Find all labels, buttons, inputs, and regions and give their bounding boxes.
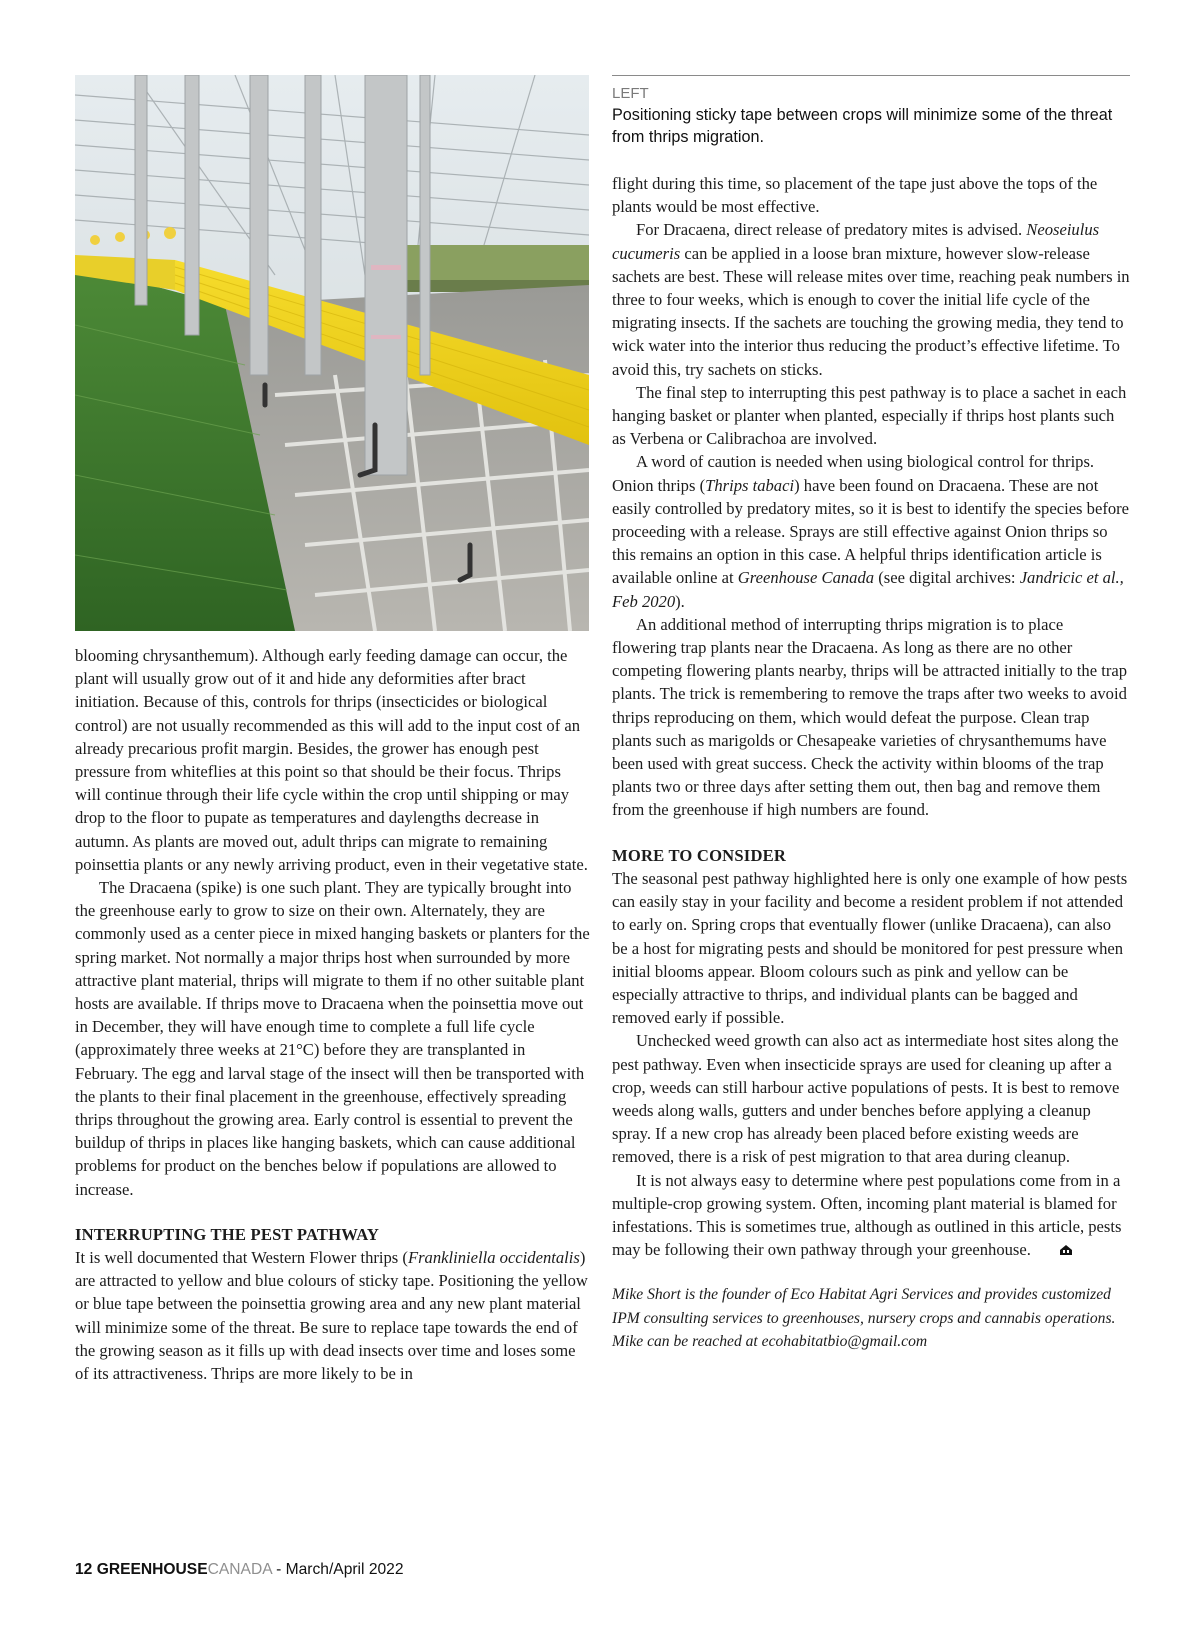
text-run: An additional method of interrupting thrips migration is to place flowering trap plants near the Dracaena. As long as there are no other competing flowering plants nearby, thrips will be attracted initially to the trap plants. The trick is remembering to remove the traps after two weeks to avoid thrips reproducing on them, which would defeat the purpose. Clean trap plants such as marigolds or Chesapeake varieties of chrysanthemums have been used with great success. Check the activity within blooms of the trap plants two or three days after setting them out, then bag and remove them from the greenhouse if high numbers are found. (612, 614, 1128, 820)
photo-caption (612, 75, 1130, 148)
species-name: Frankliniella occidentalis (407, 1248, 580, 1268)
page-footer (75, 1561, 404, 1579)
species-name: Neoseiulus cucumeris (612, 220, 1100, 263)
right-paragraph-5 (612, 613, 1130, 822)
right-column (612, 172, 1130, 1353)
left-paragraph-1 (75, 644, 590, 876)
caption-rule (612, 75, 1130, 76)
text-run: ). (675, 591, 685, 611)
citation: Jandricic et al., Feb 2020 (612, 568, 1124, 611)
right-paragraph-7 (612, 1029, 1130, 1168)
magazine-name: GREENHOUSE (96, 1561, 208, 1578)
text-run: The Dracaena (spike) is one such plant. They are typically brought into the greenhouse early to grow to size on their own. Alternately, they are commonly used as a center piece in mixed hanging baskets or planters for the spring market. Not normally a major thrips host when surrounded by more attractive plant material, thrips will migrate to them if no other suitable plant hosts are available. If thrips move to Dracaena when the poinsettia move out in December, they will have enough time to complete a full life cycle (approximately three weeks at 21°C) before they are transplanted in February. The egg and larval stage of the insect will then be transported with the plants to their final placement in the greenhouse, effectively spreading thrips throughout the growing area. Early control is essential to prevent the buildup of thrips in places like hanging baskets, which can cause additional problems for product on the benches below if populations are allowed to increase. (75, 878, 590, 1199)
section-heading-interrupting: INTERRUPTING THE PEST PATHWAY (75, 1224, 380, 1244)
author-bio: Mike Short is the founder of Eco Habitat Agri Services and provides customized IPM consulting services to greenhouses, nursery crops and cannabis operations. Mike can be reached at ecohabitatbio@gmail.com (612, 1286, 1116, 1350)
magazine-name-light: CANADA (207, 1561, 272, 1578)
text-run: ) are attracted to yellow and blue colours of sticky tape. Positioning the yellow or blue tape between the poinsettia growing area and any new plant material will minimize some of the threat. Be sure to replace tape towards the end of the growing season as it fills up with dead insects over time and loses some of its attractiveness. Thrips are more likely to be in (75, 1248, 588, 1384)
right-paragraph-2 (612, 218, 1130, 380)
greenhouse-photo (75, 75, 589, 631)
issue-date: - March/April 2022 (276, 1561, 404, 1578)
section-heading-more-to-consider: MORE TO CONSIDER (612, 845, 787, 865)
text-run: Unchecked weed growth can also act as intermediate host sites along the pest pathway. Even when insecticide sprays are used for cleaning up after a crop, weeds can still harbour active populations of pests. It is best to remove weeds along walls, gutters and under benches before applying a cleanup spray. If a new crop has already been placed before existing weeds are removed, there is a risk of pest migration to that area during cleanup. (612, 1031, 1120, 1167)
greenhouse-end-icon (1035, 1239, 1049, 1251)
text-run: It is well documented that Western Flower thrips ( (75, 1248, 408, 1268)
right-paragraph-6 (612, 867, 1130, 1029)
species-name: Thrips tabaci (705, 475, 795, 495)
text-run: ) have been found on Dracaena. These are not easily controlled by predatory mites, so it is best to identify the species before proceeding with a release. Sprays are still effective against Onion thrips so this remains an option in this case. A helpful thrips identification article is available online at (612, 475, 1130, 588)
text-run: The seasonal pest pathway highlighted here is only one example of how pests can easily stay in your facility and become a resident problem if not attended to early on. Spring crops that eventually flower (unlike Dracaena), can also be a host for migrating pests and should be monitored for pest pressure when initial blooms appear. Bloom colours such as pink and yellow can be especially attractive to thrips, and individual plants can be bagged and removed early if possible. (612, 868, 1128, 1028)
caption-text: Positioning sticky tape between crops will minimize some of the threat from thrips migration. (612, 106, 1113, 146)
text-run: can be applied in a loose bran mixture, however slow-release sachets are best. These will release mites over time, reaching peak numbers in three to four weeks, which is enough to cover the initial life cycle of the migrating insects. If the sachets are touching the growing media, they tend to wick water into the interior thus reducing the product’s effective lifetime. To avoid this, try sachets on sticks. (612, 243, 1130, 379)
right-paragraph-4 (612, 450, 1130, 612)
right-paragraph-8 (612, 1169, 1130, 1262)
text-run: It is not always easy to determine where pest populations come from in a multiple-crop growing system. Often, incoming plant material is blamed for infestations. This is sometimes true, although as outlined in this article, pests may be following their own pathway through your greenhouse. (612, 1170, 1122, 1260)
text-run: flight during this time, so placement of the tape just above the tops of the plants would be most effective. (612, 174, 1098, 217)
right-paragraph-3 (612, 381, 1130, 451)
text-run: (see digital archives: (874, 568, 1020, 588)
left-paragraph-2 (75, 876, 590, 1201)
left-paragraph-3 (75, 1246, 590, 1385)
right-paragraph-1 (612, 172, 1130, 218)
text-run: A word of caution is needed when using biological control for thrips. Onion thrips ( (612, 452, 1095, 495)
text-run: blooming chrysanthemum). Although early feeding damage can occur, the plant will usually grow out of it and hide any deformities after bract initiation. Because of this, controls for thrips (insecticides or biological control) are not usually recommended as this will add to the input cost of an already precarious profit margin. Besides, the grower has enough pest pressure from whiteflies at this point so that should be their focus. Thrips will continue through their life cycle within the crop until shipping or may drop to the floor to pupate as temperatures and daylengths decrease in autumn. As plants are moved out, adult thrips can migrate to remaining poinsettia plants or any newly arriving product, even in their vegetative state. (75, 646, 588, 874)
text-run: The final step to interrupting this pest pathway is to place a sachet in each hanging basket or planter when planted, especially if thrips host plants such as Verbena or Calibrachoa are involved. (612, 382, 1127, 449)
left-column (75, 644, 590, 1385)
page-number: 12 (75, 1561, 93, 1578)
publication-name: Greenhouse Canada (737, 568, 875, 588)
text-run: For Dracaena, direct release of predatory mites is advised. (636, 220, 1027, 240)
caption-tag: LEFT (612, 85, 649, 102)
